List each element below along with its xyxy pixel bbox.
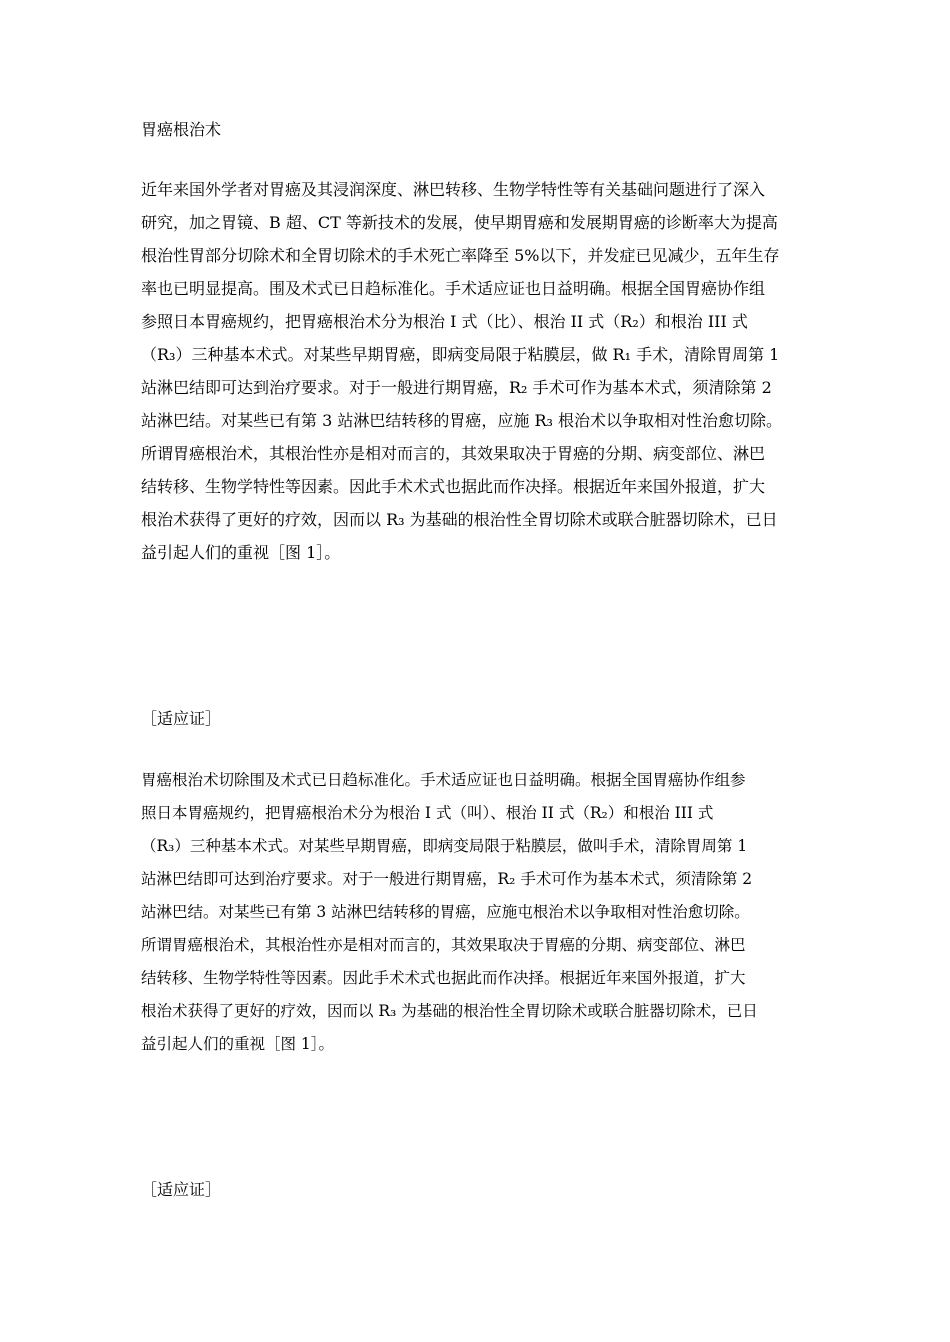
paragraph-indications (141, 764, 821, 1061)
section-heading-indications: ［适应证］ (141, 709, 222, 728)
paragraph-line: 率也已明显提高。围及术式已日趋标准化。手术适应证也日益明确。根据全国胃癌协作组 (141, 279, 766, 298)
paragraph-line: 站淋巴结即可达到治疗要求。对于一般进行期胃癌，R₂ 手术可作为基本术式，须清除第 2 (141, 378, 772, 397)
paragraph-line: 结转移、生物学特性等因素。因此手术术式也据此而作决择。根据近年来国外报道，扩大 (141, 969, 746, 987)
section-heading-indications-2: ［适应证］ (141, 1180, 222, 1199)
paragraph-line: （R₃）三种基本术式。对某些早期胃癌，即病变局限于粘膜层，做 R₁ 手术，清除胃周第 1 (141, 345, 780, 364)
paragraph-line: 根治性胃部分切除术和全胃切除术的手术死亡率降至 5%以下，并发症已见减少，五年生存 (141, 246, 780, 265)
paragraph-line: 参照日本胃癌规约，把胃癌根治术分为根治 I 式（比）、根治 II 式（R₂）和根治 III 式 (141, 312, 748, 331)
paragraph-line: 根治术获得了更好的疗效，因而以 R₃ 为基础的根治性全胃切除术或联合脏器切除术，已日 (141, 510, 778, 529)
paragraph-line: 站淋巴结。对某些已有第 3 站淋巴结转移的胃癌，应施 R₃ 根治术以争取相对性治愈切除。 (141, 411, 782, 430)
paragraph-line: 站淋巴结。对某些已有第 3 站淋巴结转移的胃癌，应施屯根治术以争取相对性治愈切除。 (141, 903, 750, 921)
paragraph-line: 益引起人们的重视［图 1］。 (141, 543, 341, 562)
paragraph-line: 近年来国外学者对胃癌及其浸润深度、淋巴转移、生物学特性等有关基础问题进行了深入 (141, 180, 766, 199)
paragraph-line: （R₃）三种基本术式。对某些早期胃癌，即病变局限于粘膜层，做叫手术，清除胃周第 1 (141, 837, 748, 855)
paragraph-line: 所谓胃癌根治术，其根治性亦是相对而言的，其效果取决于胃癌的分期、病变部位、淋巴 (141, 936, 746, 954)
paragraph-intro (141, 173, 821, 569)
paragraph-line: 结转移、生物学特性等因素。因此手术术式也据此而作决择。根据近年来国外报道，扩大 (141, 477, 766, 496)
paragraph-line: 益引起人们的重视［图 1］。 (141, 1035, 335, 1053)
paragraph-line: 研究，加之胃镜、B 超、CT 等新技术的发展，使早期胃癌和发展期胃癌的诊断率大为提高 (141, 213, 778, 232)
paragraph-line: 站淋巴结即可达到治疗要求。对于一般进行期胃癌，R₂ 手术可作为基本术式，须清除第 2 (141, 870, 753, 888)
paragraph-line: 胃癌根治术切除围及术式已日趋标准化。手术适应证也日益明确。根据全国胃癌协作组参 (141, 771, 746, 789)
paragraph-line: 照日本胃癌规约，把胃癌根治术分为根治 I 式（叫）、根治 II 式（R₂）和根治 III 式 (141, 804, 714, 822)
document-title: 胃癌根治术 (141, 120, 222, 139)
paragraph-line: 所谓胃癌根治术，其根治性亦是相对而言的，其效果取决于胃癌的分期、病变部位、淋巴 (141, 444, 766, 463)
paragraph-line: 根治术获得了更好的疗效，因而以 R₃ 为基础的根治性全胃切除术或联合脏器切除术，已日 (141, 1002, 758, 1020)
